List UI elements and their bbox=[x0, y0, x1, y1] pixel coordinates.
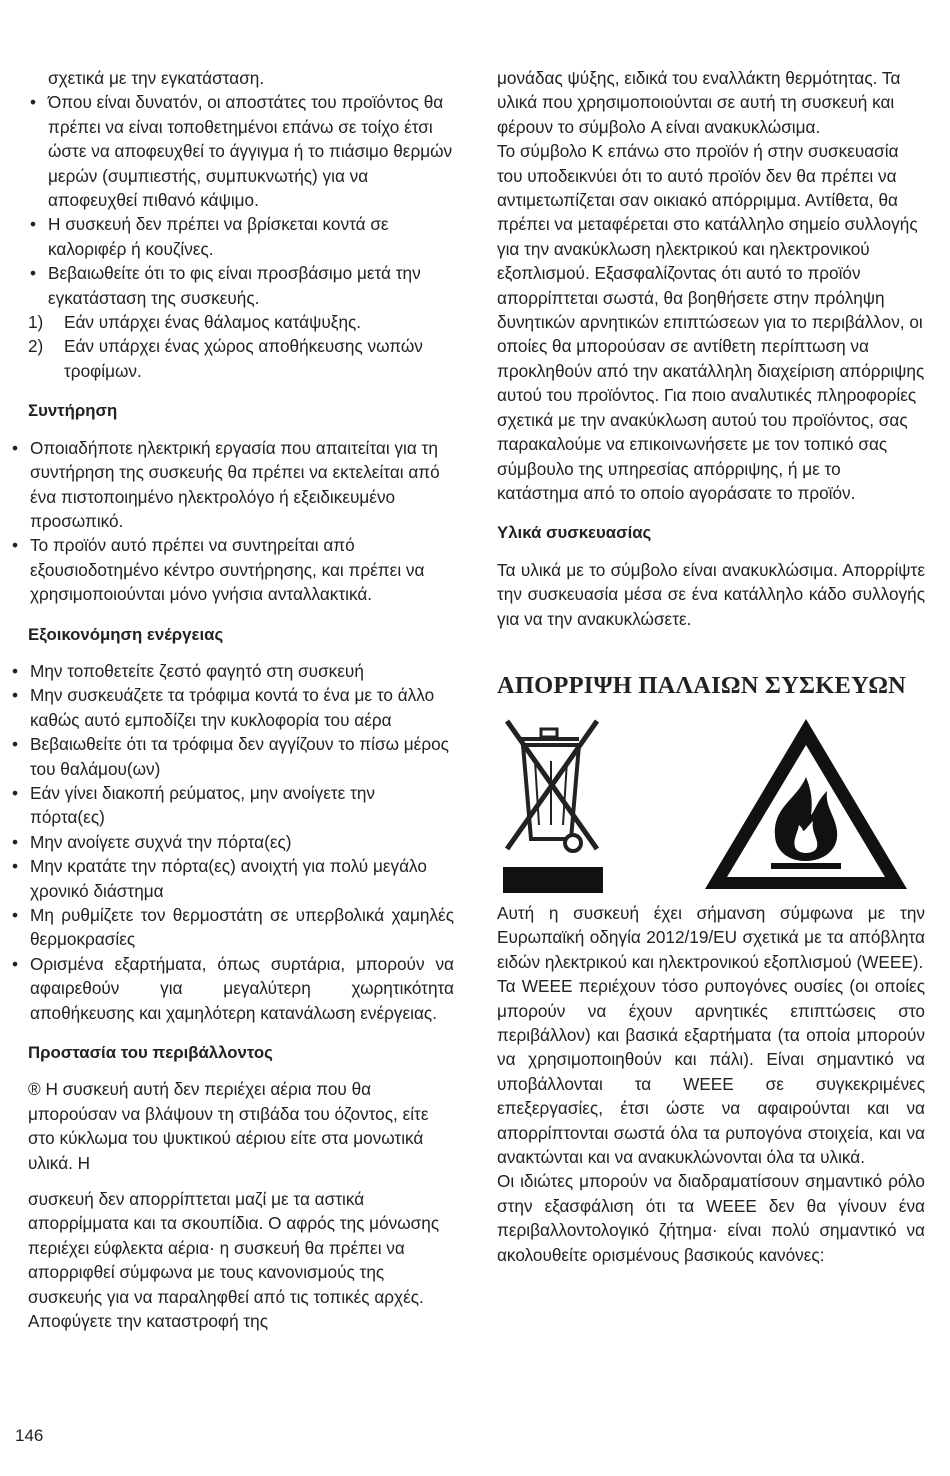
weee-paragraph-2: Τα WEEE περιέχουν τόσο ρυπογόνες ουσίες (οι οποίες μπορούν να έχουν αρνητικές επιπτώσεις στο περιβάλλον) και βασικά εξαρτήματα (τα οποία μπορούν να χρησιμοποιηθούν και πάλι). Είναι σημαντικό να υποβάλλονται τα WEEE σε συγκεκριμένες επεξεργασίες, έτσι ώστε να αφαιρούνται και να απορρίπτονται σωστά όλα τα ρυπογόνα στοιχεία, και να ανακτώνται και να ανακυκλώνονται όλα τα υλικά. bbox=[497, 976, 925, 1167]
disposal-symbols bbox=[497, 715, 925, 893]
weee-paragraph-1: Αυτή η συσκευή έχει σήμανση σύμφωνα με την Ευρωπαϊκή οδηγία 2012/19/EU σχετικά με τα απόβλητα ειδών ηλεκτρικού και ηλεκτρονικού εξοπλισμού (WEEE). bbox=[497, 902, 925, 972]
maintenance-bullets bbox=[10, 436, 454, 607]
list-item: • Όπου είναι δυνατόν, οι αποστάτες του προϊόντος θα πρέπει να είναι τοποθετημένοι επάνω σε τοίχο έτσι ώστε να αποφευχθεί το άγγιγμα ή το πιάσιμο θερμών μερών (συμπιεστής, συμπυκνωτής) για να αποφευχθεί πιθανό κάψιμο. bbox=[28, 90, 454, 212]
right-column bbox=[497, 66, 925, 1267]
energy-bullets bbox=[10, 659, 454, 1025]
paragraph-continuation: μονάδας ψύξης, ειδικά του εναλλάκτη θερμότητας. Τα υλικά που χρησιμοποιούνται σε αυτή τη συσκευή και φέρουν το σύμβολο A είναι ανακυκλώσιμα. bbox=[497, 68, 901, 137]
list-item: 1) Εάν υπάρχει ένας θάλαμος κατάψυξης. bbox=[28, 312, 362, 333]
list-item: • Μην κρατάτε την πόρτα(ες) ανοιχτή για πολύ μεγάλο χρονικό διάστημα bbox=[10, 854, 454, 903]
list-item: • Βεβαιωθείτε ότι τα τρόφιμα δεν αγγίζουν το πίσω μέρος του θαλάμου(ων) bbox=[10, 732, 454, 781]
numbered-list bbox=[28, 310, 454, 383]
weee-paragraph-3: Οι ιδιώτες μπορούν να διαδραματίσουν σημαντικό ρόλο στην εξασφάλιση ότι τα WEEE δεν θα γίνουν ένα περιβαλλοντολογικό ζήτημα· είναι πολύ σημαντικό να ακολουθείτε ορισμένους βασικούς κανόνες: bbox=[497, 1171, 925, 1265]
intro-continuation: σχετικά με την εγκατάσταση. bbox=[48, 68, 265, 88]
list-item: • Μη ρυθμίζετε τον θερμοστάτη σε υπερβολικά χαμηλές θερμοκρασίες bbox=[10, 903, 454, 952]
list-item: • Το προϊόν αυτό πρέπει να συντηρείται από εξουσιοδοτημένο κέντρο συντήρησης, και πρέπει να χρησιμοποιούνται μόνο γνήσια ανταλλακτικά. bbox=[10, 533, 454, 606]
install-bullets bbox=[28, 90, 454, 310]
flammable-warning-triangle-icon bbox=[701, 715, 911, 893]
list-item: • Μην τοποθετείτε ζεστό φαγητό στη συσκευή bbox=[10, 659, 454, 683]
left-column bbox=[28, 66, 454, 1334]
page-number: 146 bbox=[15, 1426, 44, 1445]
symbol-k-paragraph: Το σύμβολο K επάνω στο προϊόν ή στην συσκευασία του υποδεικνύει ότι το αυτό προϊόν δεν θα πρέπει να αντιμετωπίζεται σαν οικιακό απόρριμμα. Αντίθετα, θα πρέπει να μεταφέρεται στο κατάλληλο σημείο συλλογής για την ανακύκλωση ηλεκτρικού και ηλεκτρονικού εξοπλισμού. Εξασφαλίζοντας ότι αυτό το προϊόν απορρίπτεται σωστά, θα βοηθήσετε στην πρόληψη δυνητικών αρνητικών επιπτώσεων για το περιβάλλον, οι οποίες θα μπορούσαν σε αντίθετη περίπτωση να προκληθούν από την ακατάλληλη διαχείριση απόρριψης αυτού του προϊόντος. Για ποιο αναλυτικές πληροφορίες σχετικά με την ανακύκλωση αυτού του προϊόντος, σας παρακαλούμε να επικοινωνήσετε με τον τοπικό σας σύμβουλο της υπηρεσίας απόρριψης, ή με το κατάστημα από το οποίο αγοράσατε το προϊόν. bbox=[497, 141, 925, 503]
environment-heading: Προστασία του περιβάλλοντος bbox=[28, 1043, 273, 1063]
crossed-out-wheelie-bin-icon bbox=[497, 715, 607, 893]
packaging-paragraph: Τα υλικά με το σύμβολο είναι ανακυκλώσιμα. Απορρίψτε την συσκευασία μέσα σε ένα κατάλληλο κάδο συλλογής για να την ανακυκλώσετε. bbox=[497, 559, 925, 629]
list-item: • Εάν γίνει διακοπή ρεύματος, μην ανοίγετε την πόρτα(ες) bbox=[10, 781, 454, 830]
disposal-heading: ΑΠΟΡΡΙΨΗ ΠΑΛΑΙΩΝ ΣΥΣΚΕΥΩΝ bbox=[497, 671, 907, 699]
list-item: • Η συσκευή δεν πρέπει να βρίσκεται κοντά σε καλοριφέρ ή κουζίνες. bbox=[28, 212, 454, 261]
list-item: • Οποιαδήποτε ηλεκτρική εργασία που απαιτείται για τη συντήρηση της συσκευής θα πρέπει να εκτελείται από ένα πιστοποιημένο ηλεκτρολόγο ή εξειδικευμένο προσωπικό. bbox=[10, 436, 454, 534]
list-item: • Ορισμένα εξαρτήματα, όπως συρτάρια, μπορούν να αφαιρεθούν για μεγαλύτερη χωρητικότητα αποθήκευσης και χαμηλότερη κατανάλωση ενέργειας. bbox=[10, 952, 454, 1025]
list-item: • Βεβαιωθείτε ότι το φις είναι προσβάσιμο μετά την εγκατάσταση της συσκευής. bbox=[28, 261, 454, 310]
environment-paragraph-1: ® Η συσκευή αυτή δεν περιέχει αέρια που θα μπορούσαν να βλάψουν τη στιβάδα του όζοντος, είτε στο κύκλωμα του ψυκτικού αέριου είτε στα μονωτικά υλικά. Η bbox=[28, 1079, 429, 1173]
maintenance-heading: Συντήρηση bbox=[28, 401, 118, 421]
list-item: • Μην ανοίγετε συχνά την πόρτα(ες) bbox=[10, 830, 454, 854]
packaging-heading: Υλικά συσκευασίας bbox=[497, 523, 652, 543]
list-item: • Μην συσκευάζετε τα τρόφιμα κοντά το ένα με το άλλο καθώς αυτό εμποδίζει την κυκλοφορία του αέρα bbox=[10, 683, 454, 732]
environment-paragraph-2: συσκευή δεν απορρίπτεται μαζί με τα αστικά απορρίμματα και τα σκουπίδια. Ο αφρός της μόνωσης περιέχει εύφλεκτα αέρια· η συσκευή θα πρέπει να απορριφθεί σύμφωνα με τους κανονισμούς της συσκευής για να παραληφθεί από τις τοπικές αρχές. Αποφύγετε την καταστροφή της bbox=[28, 1189, 440, 1332]
list-item: 2) Εάν υπάρχει ένας χώρος αποθήκευσης νωπών τροφίμων. bbox=[28, 336, 423, 381]
energy-heading: Εξοικονόμηση ενέργειας bbox=[28, 624, 224, 644]
